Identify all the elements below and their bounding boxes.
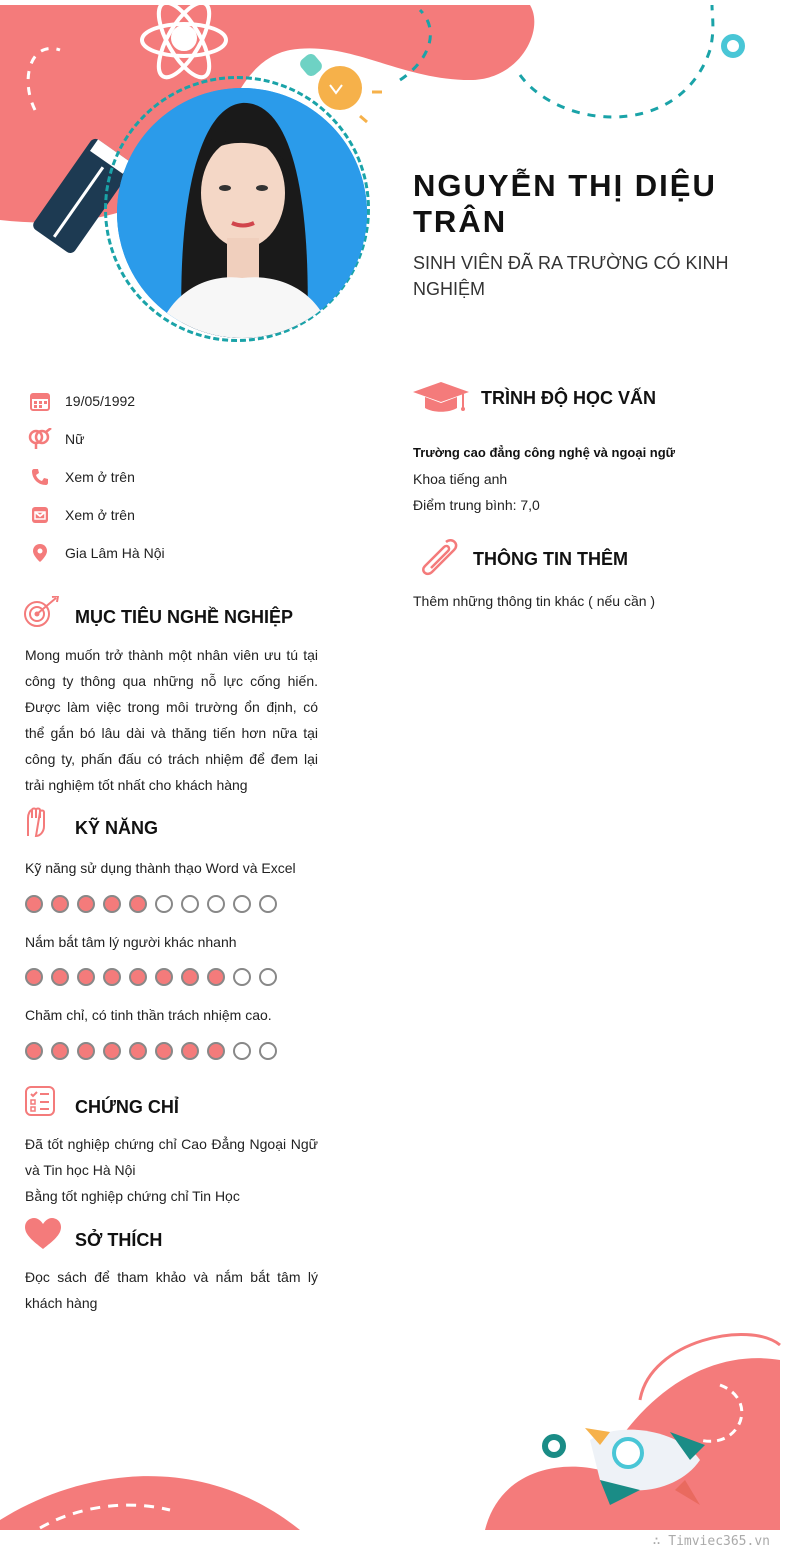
skill-rating: [25, 1042, 277, 1060]
rating-dot-empty: [181, 895, 199, 913]
rating-dot-empty: [207, 895, 225, 913]
checklist-icon: [24, 1085, 56, 1122]
rating-dot-empty: [259, 1042, 277, 1060]
rating-dot-filled: [77, 895, 95, 913]
hobbies-text: Đọc sách để tham khảo và nắm bắt tâm lý khách hàng: [25, 1269, 318, 1311]
extra-text: Thêm những thông tin khác ( nếu cần ): [413, 593, 656, 609]
education-major: Khoa tiếng anh: [413, 471, 508, 487]
certificates-title: CHỨNG CHỈ: [75, 1097, 179, 1117]
contact-value: Gia Lâm Hà Nội: [65, 545, 165, 561]
rating-dot-filled: [25, 895, 43, 913]
education-gpa: Điểm trung bình: 7,0: [413, 497, 540, 513]
rating-dot-filled: [207, 1042, 225, 1060]
rating-dot-empty: [259, 895, 277, 913]
rating-dot-filled: [51, 1042, 69, 1060]
rating-dot-empty: [259, 968, 277, 986]
rating-dot-filled: [77, 1042, 95, 1060]
rating-dot-filled: [129, 968, 147, 986]
contact-row-phone: [28, 458, 328, 496]
certificate-item: Bằng tốt nghiệp chứng chỉ Tin Học: [25, 1188, 240, 1204]
job-title: SINH VIÊN ĐÃ RA TRƯỜNG CÓ KINH NGHIỆM: [413, 253, 729, 299]
rating-dot-filled: [51, 968, 69, 986]
gender-icon: [28, 427, 52, 451]
calendar-icon: [28, 389, 52, 413]
skills-title: KỸ NĂNG: [75, 818, 159, 838]
rating-dot-empty: [233, 895, 251, 913]
rating-dot-empty: [233, 968, 251, 986]
education-school: Trường cao đẳng công nghệ và ngoại ngữ: [413, 445, 676, 460]
rating-dot-filled: [207, 968, 225, 986]
skill-rating: [25, 895, 277, 913]
contact-row-birthday: [28, 382, 328, 420]
contact-value: Xem ở trên: [65, 469, 135, 485]
education-title: TRÌNH ĐỘ HỌC VẤN: [481, 388, 656, 408]
profile-photo: [117, 88, 367, 338]
contact-row-email: [28, 496, 328, 534]
contact-row-gender: [28, 420, 328, 458]
rating-dot-filled: [129, 1042, 147, 1060]
email-icon: [28, 503, 52, 527]
skill-name: Chăm chỉ, có tinh thần trách nhiệm cao.: [25, 1007, 272, 1023]
rating-dot-filled: [25, 968, 43, 986]
contact-row-location: [28, 534, 328, 572]
phone-icon: [28, 465, 52, 489]
contact-value: Xem ở trên: [65, 507, 135, 523]
paperclip-icon: [416, 538, 460, 583]
rating-dot-filled: [51, 895, 69, 913]
target-icon: [24, 596, 60, 633]
rating-dot-filled: [129, 895, 147, 913]
contact-value: 19/05/1992: [65, 393, 136, 409]
hobbies-title: SỞ THÍCH: [75, 1230, 163, 1250]
certificate-item: Đã tốt nghiệp chứng chỉ Cao Đẳng Ngoại Ngữ và Tin học Hà Nội: [25, 1136, 318, 1178]
skill-rating: [25, 968, 277, 986]
graduation-cap-icon: [413, 380, 469, 419]
rating-dot-filled: [103, 895, 121, 913]
rating-dot-filled: [103, 968, 121, 986]
rating-dot-filled: [181, 1042, 199, 1060]
rating-dot-filled: [25, 1042, 43, 1060]
contact-list: [28, 382, 328, 572]
rating-dot-empty: [155, 895, 173, 913]
skill-name: Kỹ năng sử dụng thành thạo Word và Excel: [25, 860, 296, 876]
heart-icon: [25, 1218, 61, 1255]
footer-brand: ∴ Timviec365.vn: [652, 1534, 770, 1549]
rating-dot-filled: [181, 968, 199, 986]
contact-value: Nữ: [65, 431, 85, 447]
rating-dot-filled: [103, 1042, 121, 1060]
objective-title: MỤC TIÊU NGHỀ NGHIỆP: [75, 607, 294, 627]
objective-text: Mong muốn trở thành một nhân viên ưu tú tại công ty thông qua những nỗ lực cống hiến. Được làm việc trong môi trường ổn định, có thể gắn bó lâu dài và thăng tiến hơn nữa tại công ty, phấn đấu có trách nhiệm để đem lại trải nghiệm tốt nhất cho khách hàng: [25, 647, 318, 793]
rating-dot-filled: [155, 1042, 173, 1060]
skill-name: Nắm bắt tâm lý người khác nhanh: [25, 934, 237, 950]
hand-icon: [24, 806, 48, 843]
candidate-name: NGUYỄN THỊ DIỆU TRÂN: [413, 168, 717, 239]
rating-dot-empty: [233, 1042, 251, 1060]
rating-dot-filled: [77, 968, 95, 986]
location-icon: [28, 541, 52, 565]
extra-title: THÔNG TIN THÊM: [473, 549, 628, 569]
rating-dot-filled: [155, 968, 173, 986]
